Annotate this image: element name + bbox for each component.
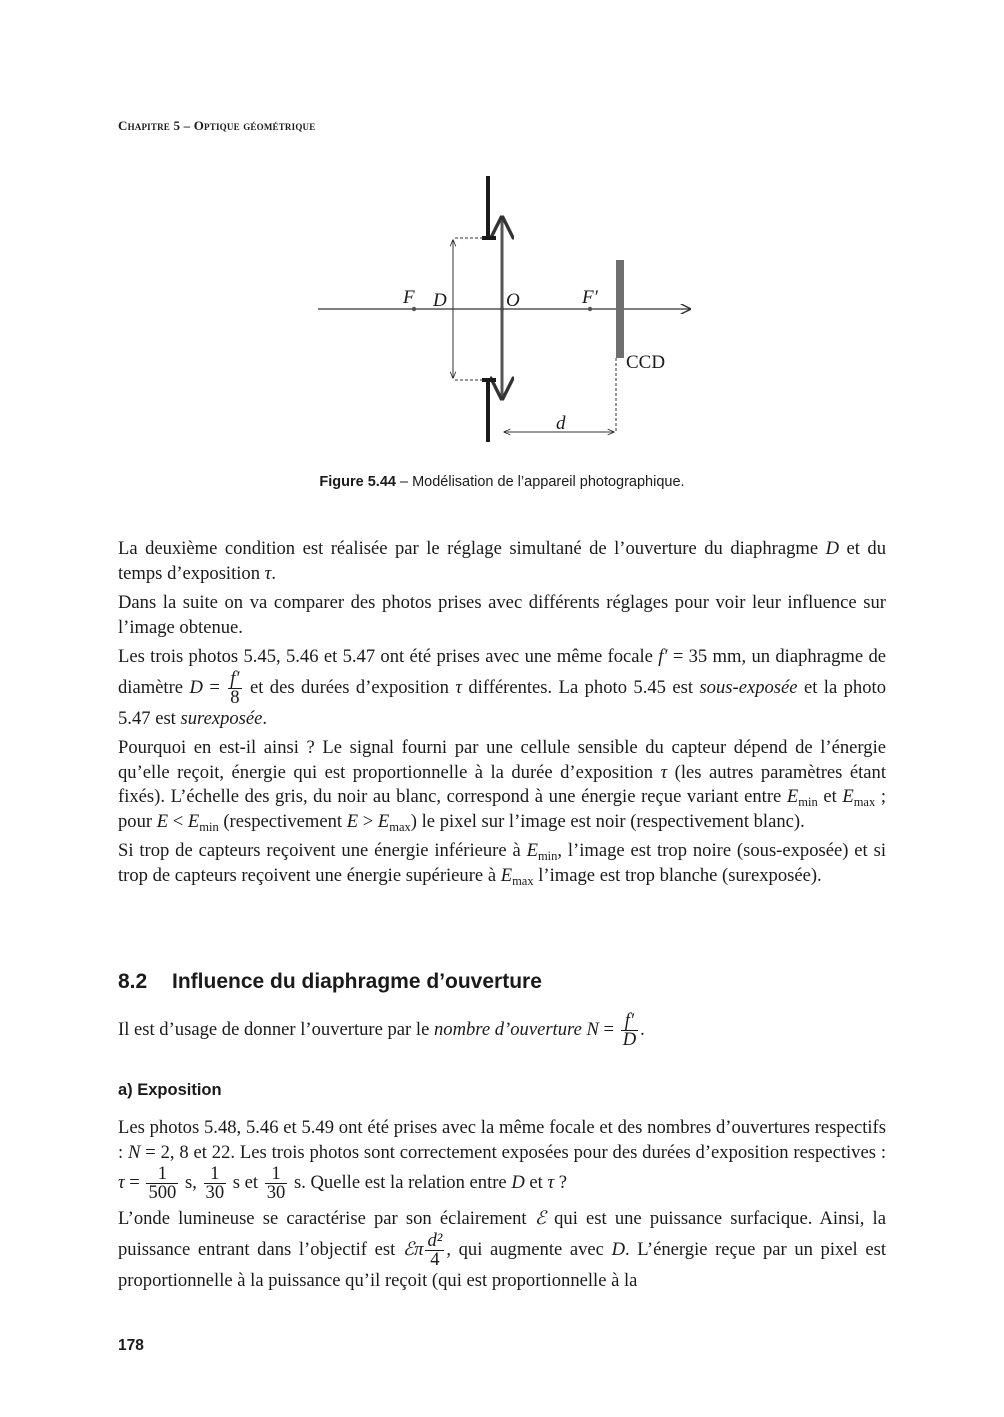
subsection-heading: a) Exposition bbox=[118, 1081, 222, 1099]
var: E bbox=[786, 786, 799, 807]
text: (les autres paramètres étant fixés). L’échelle des gris, du noir au blanc, correspond à une énergie reçue variant entre bbox=[118, 761, 886, 807]
text: et bbox=[817, 786, 843, 807]
caption-separator: – bbox=[395, 474, 413, 490]
var: E bbox=[377, 810, 390, 832]
text: qui est une puissance surfacique. Ainsi, la puissance entrant dans l’objectif est bbox=[118, 1208, 886, 1260]
var: E bbox=[156, 810, 169, 832]
text: Il est d’usage de donner l’ouverture par le bbox=[118, 1018, 434, 1040]
text: ; pour bbox=[118, 786, 886, 832]
text: s et bbox=[228, 1171, 263, 1193]
paragraph bbox=[118, 1207, 886, 1293]
text: > bbox=[358, 810, 378, 832]
var: ℰπ bbox=[402, 1238, 424, 1260]
text: et des durées d’exposition bbox=[243, 676, 456, 698]
text: , l’image est trop noire (sous-exposée) et si trop de capteurs reçoivent une énergie supérieure à bbox=[118, 840, 886, 886]
text: Si trop de capteurs reçoivent une énergie inférieure à bbox=[118, 840, 527, 861]
label-CCD: CCD bbox=[626, 352, 666, 373]
label-F: F bbox=[403, 287, 415, 308]
emphasis: surexposée bbox=[180, 707, 263, 729]
subscript: min bbox=[798, 795, 818, 809]
denominator: D bbox=[622, 1029, 637, 1050]
text: s. Quelle est la relation entre bbox=[289, 1171, 512, 1193]
var: D bbox=[611, 1238, 625, 1260]
section-heading bbox=[118, 970, 542, 994]
var: N bbox=[586, 1018, 599, 1040]
text: et la photo 5.47 est bbox=[118, 676, 886, 729]
denominator: 500 bbox=[148, 1182, 177, 1203]
numerator: f′ bbox=[621, 1012, 638, 1031]
emphasis: nombre d’ouverture bbox=[433, 1018, 582, 1040]
body-text-1 bbox=[118, 537, 886, 893]
figure-caption bbox=[0, 474, 1004, 490]
var: ℰ bbox=[534, 1208, 546, 1229]
label-Fprime: F′ bbox=[582, 287, 598, 308]
caption-label: Figure 5.44 bbox=[319, 474, 396, 490]
text: , qui augmente avec bbox=[446, 1238, 612, 1260]
denominator: 8 bbox=[230, 686, 240, 708]
text: = bbox=[202, 676, 227, 698]
chapter-title: Optique géométrique bbox=[193, 118, 316, 133]
var: D bbox=[825, 538, 840, 559]
subscript: max bbox=[389, 819, 411, 834]
section-number: 8.2 bbox=[118, 970, 148, 993]
var: E bbox=[842, 786, 854, 807]
fraction bbox=[265, 1165, 288, 1202]
var: E bbox=[346, 810, 359, 832]
text: différentes. La photo 5.45 est bbox=[461, 676, 700, 698]
optical-center-O bbox=[500, 307, 504, 311]
var: D bbox=[511, 1171, 525, 1193]
denominator: 30 bbox=[266, 1182, 286, 1203]
paragraph bbox=[118, 736, 886, 834]
numerator: 1 bbox=[146, 1165, 178, 1184]
text: = 2, 8 et 22. Les trois photos sont correctement exposées pour des durées d’exposition respectives : bbox=[140, 1141, 886, 1163]
text: < bbox=[168, 810, 188, 832]
text: (respectivement bbox=[218, 810, 347, 832]
label-O: O bbox=[506, 290, 520, 311]
label-D: D bbox=[433, 290, 447, 311]
var: τ bbox=[264, 562, 272, 584]
text: = bbox=[598, 1018, 619, 1040]
paragraph bbox=[118, 1012, 886, 1049]
section-title: Influence du diaphragme d’ouverture bbox=[172, 970, 542, 993]
text: ? bbox=[554, 1171, 568, 1193]
paragraph: Dans la suite on va comparer des photos prises avec différents réglages pour voir leur influence sur l’image obtenue. bbox=[118, 592, 886, 638]
text: = 35 mm, un diaphragme de diamètre bbox=[118, 646, 887, 698]
subscript: max bbox=[512, 873, 534, 888]
var: τ bbox=[455, 676, 462, 698]
body-text-3 bbox=[118, 1116, 886, 1298]
var: f′ bbox=[658, 646, 668, 667]
text: ) le pixel sur l’image est noir (respectivement blanc). bbox=[410, 810, 805, 832]
paragraph bbox=[118, 839, 886, 888]
fraction bbox=[146, 1165, 178, 1202]
fraction bbox=[621, 1012, 638, 1049]
body-text-2 bbox=[118, 1012, 886, 1054]
var: D bbox=[189, 676, 203, 698]
fraction bbox=[204, 1165, 227, 1202]
text: . bbox=[271, 562, 276, 584]
var: E bbox=[187, 810, 200, 832]
paragraph bbox=[118, 537, 886, 586]
fraction bbox=[228, 667, 241, 708]
running-head bbox=[118, 118, 315, 134]
caption-text: Modélisation de l’appareil photographique. bbox=[412, 474, 685, 490]
text: . L’énergie reçue par un pixel est proportionnelle à la puissance qu’il reçoit (qui est proportionnelle à la bbox=[118, 1238, 886, 1291]
var: N bbox=[128, 1141, 141, 1163]
text: Les trois photos 5.45, 5.46 et 5.47 ont été prises avec une même focale bbox=[118, 646, 659, 667]
numerator: 1 bbox=[265, 1165, 288, 1184]
text: La deuxième condition est réalisée par le réglage simultané de l’ouverture du diaphragme bbox=[118, 538, 826, 559]
emphasis: sous-exposée bbox=[699, 676, 798, 698]
text: . bbox=[640, 1018, 645, 1040]
var: τ bbox=[118, 1171, 125, 1193]
var: τ bbox=[660, 761, 668, 783]
text: Les photos 5.48, 5.46 et 5.49 ont été prises avec la même focale et des nombres d’ouvertures respectifs : bbox=[118, 1117, 886, 1163]
ccd-sensor bbox=[616, 260, 624, 358]
var: E bbox=[500, 864, 513, 886]
paragraph bbox=[118, 1116, 886, 1202]
fraction bbox=[425, 1229, 444, 1270]
label-d: d bbox=[556, 413, 566, 434]
text: et bbox=[524, 1171, 548, 1193]
text: = bbox=[124, 1171, 145, 1193]
denominator: 30 bbox=[205, 1182, 225, 1203]
text: l’image est trop blanche (surexposée). bbox=[533, 864, 822, 886]
denominator: 4 bbox=[430, 1248, 440, 1270]
paragraph bbox=[118, 645, 886, 731]
var: τ bbox=[547, 1171, 555, 1193]
text: Pourquoi en est-il ainsi ? Le signal fourni par une cellule sensible du capteur dépend de l’énergie qu’elle reçoit, énergie qui est proportionnelle à la durée d’exposition bbox=[118, 737, 886, 783]
text: s, bbox=[180, 1171, 202, 1193]
camera-optics-diagram bbox=[300, 170, 720, 455]
var: E bbox=[526, 840, 538, 861]
chapter-prefix: Chapitre 5 – bbox=[118, 118, 194, 133]
numerator: d² bbox=[427, 1229, 443, 1251]
text: L’onde lumineuse se caractérise par son éclairement bbox=[118, 1208, 535, 1229]
text: . bbox=[262, 707, 268, 729]
numerator: f′ bbox=[228, 670, 241, 689]
page-number: 178 bbox=[118, 1337, 144, 1354]
subscript: min bbox=[537, 849, 558, 863]
subscript: min bbox=[199, 819, 219, 834]
subscript: max bbox=[853, 795, 876, 809]
numerator: 1 bbox=[204, 1165, 227, 1184]
text: et du temps d’exposition bbox=[118, 538, 887, 584]
